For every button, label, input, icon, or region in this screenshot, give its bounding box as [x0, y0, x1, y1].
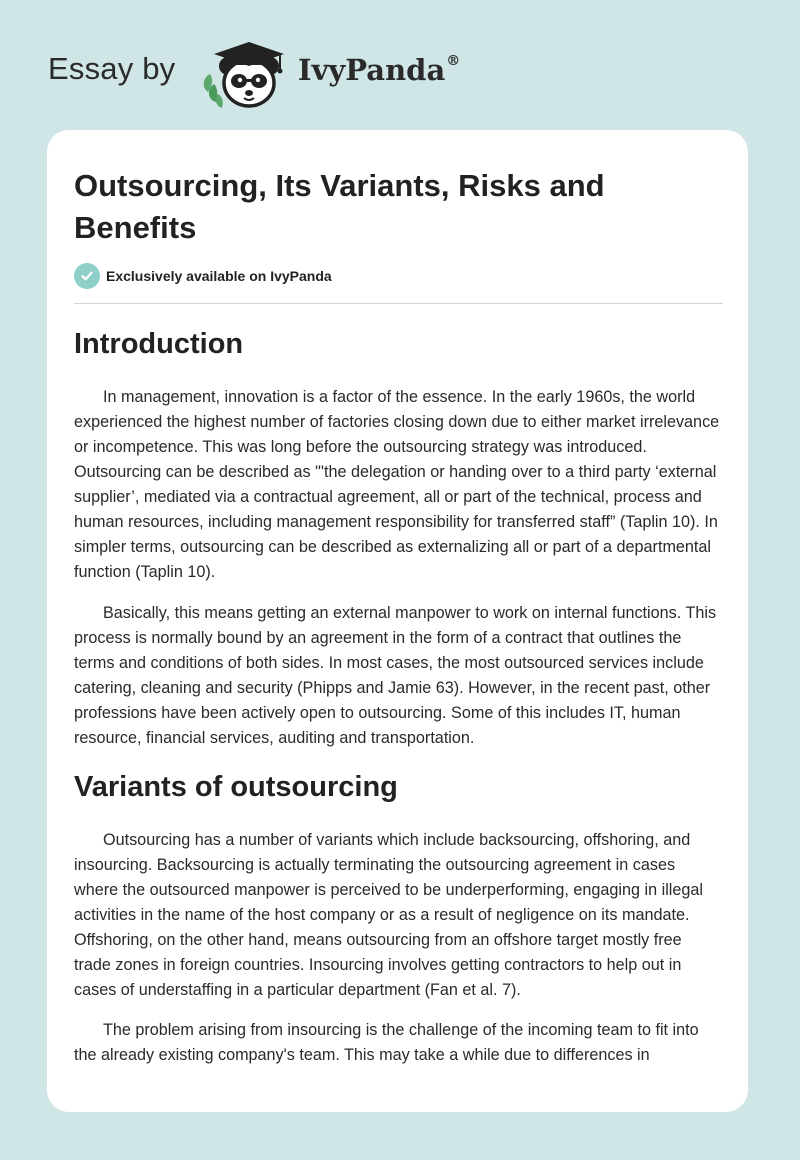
divider — [74, 303, 723, 304]
page-title: Outsourcing, Its Variants, Risks and Benefits — [74, 168, 605, 245]
section-heading-variants: Variants of outsourcing — [74, 771, 398, 803]
paragraph: Basically, this means getting an external manpower to work on internal functions. This process is normally bound by an agreement in the form of a contract that outlines the terms and conditions of both sides. In most cases, the most outsourced services include catering, cleaning and security (Phipps and Jamie 63). However, in the recent past, other professions have been actively open to outsourcing. Some of this includes IT, human resource, financial services, auditing and transportation. — [74, 604, 717, 747]
exclusive-badge — [74, 263, 332, 289]
paragraph: In management, innovation is a factor of the essence. In the early 1960s, the world experienced the highest number of factories closing down due to either market irrelevance or incompetence. This was long before the outsourcing strategy was introduced. Outsourcing can be described as "'the delegation or handing over to a third party ‘external supplier’, mediated via a contractual agreement, all or part of the technical, process and human resources, including management responsibility for transferred staff” (Taplin 10). In simpler terms, outsourcing can be described as externalizing all or part of a departmental function (Taplin 10). — [74, 388, 720, 581]
article-card — [47, 130, 748, 1112]
registered-mark: ® — [446, 53, 461, 70]
section-heading-introduction: Introduction — [74, 328, 244, 360]
paragraph: Outsourcing has a number of variants which include backsourcing, offshoring, and insourcing. Backsourcing is actually terminating the outsourcing agreement in cases where the outsourced manpower is perceived to be underperforming, engaging in illegal activities in the name of the host company or as a result of negligence on its mandate. Offshoring, on the other hand, means outsourcing from an offshore target mostly free trade zones in foreign countries. Insourcing involves getting contractors to help out in cases of understaffing in a particular department (Fan et al. 7). — [74, 831, 703, 999]
badge-label: Exclusively available on IvyPanda — [106, 268, 332, 284]
checkmark-icon — [74, 263, 100, 289]
brand-name[interactable] — [298, 53, 460, 87]
panda-graduate-icon[interactable] — [200, 38, 294, 110]
brand-name-text: IvyPanda — [298, 53, 446, 87]
paragraph: The problem arising from insourcing is the challenge of the incoming team to fit into the already existing company's team. This may take a while due to differences in — [74, 1021, 699, 1064]
essay-by-label: Essay by — [48, 51, 176, 86]
site-header — [0, 0, 800, 130]
